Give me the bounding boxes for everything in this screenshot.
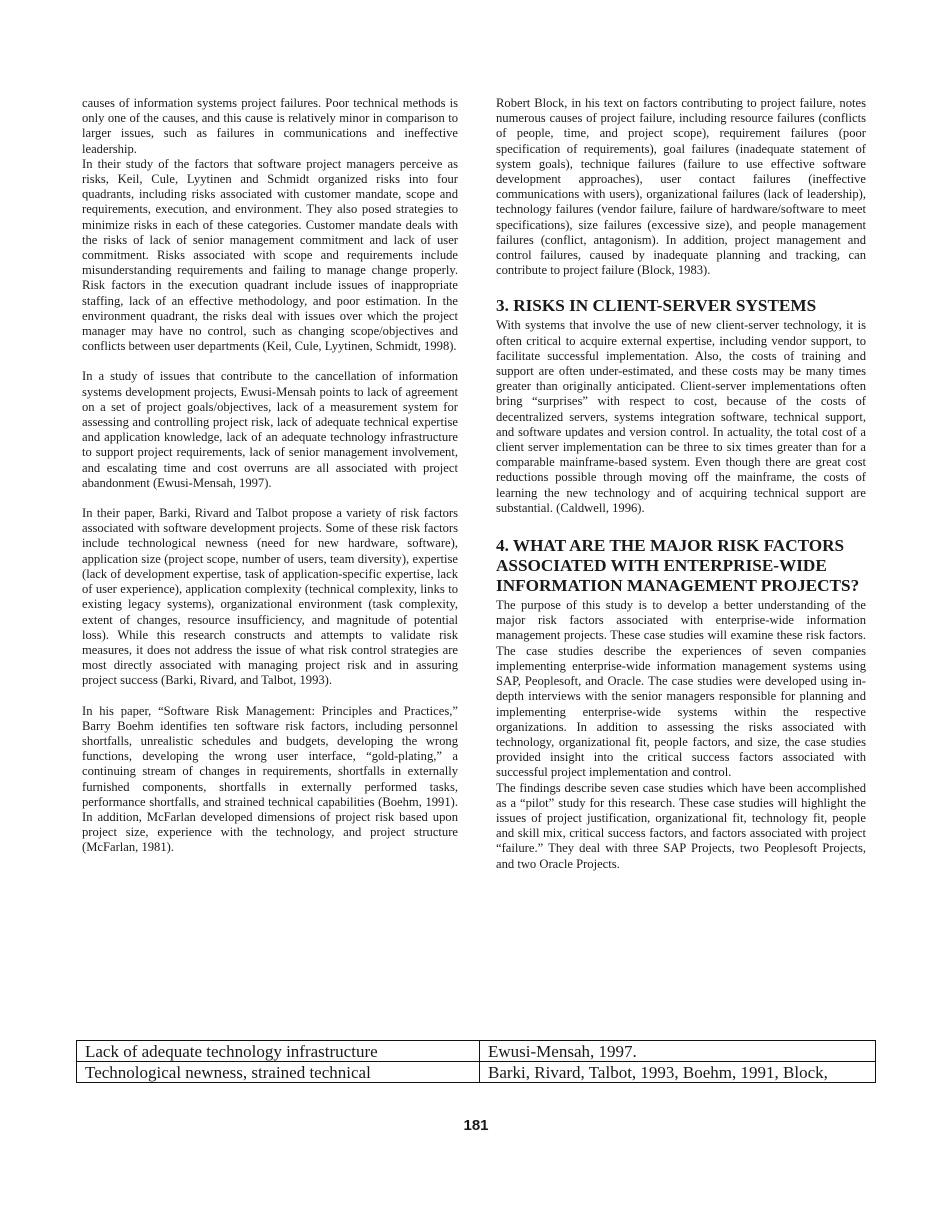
- section-heading-3: 3. RISKS IN CLIENT-SERVER SYSTEMS: [496, 296, 817, 316]
- table-row: [77, 1041, 876, 1062]
- right-paragraph-1: Robert Block, in his text on factors contributing to project failure, notes numerous causes of project failure, including resource failures (conflicts of people, time, and project scope), requirement failures (poor specification of requirements), goal failures (inadequate statement of system goals), technique failures (failure to use effective software development approaches), user contact failures (ineffective communications with users), organizational failures (lack of leadership), technology failures (vendor failure, failure of hardware/software to meet specifications), size failures (excessive size), and people management failures (conflict, antagonism). In addition, project management and control failures, caused by inadequate planning and tracking, can contribute to project failure (Block, 1983).: [496, 96, 866, 278]
- left-column: [82, 96, 458, 856]
- table-cell-source: Barki, Rivard, Talbot, 1993, Boehm, 1991, Block,: [480, 1062, 876, 1083]
- right-paragraph-3: The purpose of this study is to develop a better understanding of the major risk factors associated with enterprise-wide information management projects. These case studies will examine these risk factors. The case studies describe the experiences of seven companies implementing enterprise-wide information management systems using SAP, Peoplesoft, and Oracle. The case studies were developed using in-depth interviews with the senior managers responsible for planning and implementing enterprise-wide systems within the respective organizations. In addition to assessing the risks associated with technology, organizational fit, people factors, and size, the case studies provided insight into the critical success factors associated with successful project implementation and control.: [496, 598, 866, 780]
- right-paragraph-4: The findings describe seven case studies which have been accomplished as a “pilot” study for this research. These case studies will highlight the issues of project justification, organizational fit, technology fit, people and skill mix, critical success factors, and factors associated with project “failure.” They deal with three SAP Projects, two Peoplesoft Projects, and two Oracle Projects.: [496, 780, 866, 871]
- section-heading-4: 4. WHAT ARE THE MAJOR RISK FACTORS ASSOCIATED WITH ENTERPRISE-WIDE INFORMATION MANAGEMENT PROJECTS?: [496, 536, 860, 596]
- table-cell-factor: Technological newness, strained technical: [77, 1062, 480, 1083]
- table-cell-source: Ewusi-Mensah, 1997.: [480, 1041, 876, 1062]
- right-column: [496, 96, 866, 872]
- risk-factor-table: [76, 1040, 876, 1083]
- left-paragraph-1: causes of information systems project failures. Poor technical methods is only one of the causes, and this cause is relatively minor in comparison to larger issues, such as failures in communications and ineffective leadership.: [82, 96, 458, 156]
- table-row: [77, 1062, 876, 1083]
- left-paragraph-2: In their study of the factors that software project managers perceive as risks, Keil, Cule, Lyytinen and Schmidt organized risks into four quadrants, including risks associated with customer mandate, scope and requirements, execution, and environment. They also posed strategies to minimize risks in each of these categories. Customer mandate deals with the risks of lack of senior management commitment and lack of user commitment. Risks associated with scope and requirements include misunderstanding requirements and failing to manage change properly. Risk factors in the execution quadrant include issues of inappropriate staffing, lack of an effective methodology, and poor estimation. In the environment quadrant, the risks deal with issues over which the project manager may have no control, such as changing scope/objectives and conflicts between user departments (Keil, Cule, Lyytinen, Schmidt, 1998).: [82, 156, 458, 354]
- left-paragraph-5: In his paper, “Software Risk Management: Principles and Practices,” Barry Boehm identifies ten software risk factors, including personnel shortfalls, unrealistic schedules and budgets, developing the wrong functions, developing the wrong user interface, “gold-plating,” a continuing stream of changes in requirements, shortfalls in externally furnished components, shortfalls in externally performed tasks, performance shortfalls, and strained technical capabilities (Boehm, 1991). In addition, McFarlan developed dimensions of project risk based upon project size, experience with the technology, and project structure (McFarlan, 1981).: [82, 703, 458, 855]
- page-number: 181: [463, 1117, 489, 1134]
- table-cell-factor: Lack of adequate technology infrastructure: [77, 1041, 480, 1062]
- left-paragraph-4: In their paper, Barki, Rivard and Talbot propose a variety of risk factors associated with software development projects. Some of these risk factors include technological newness (need for new hardware, software), application size (project scope, number of users, team diversity), expertise (lack of development expertise, task of application-specific expertise, lack of user experience), application complexity (technical complexity, links to existing legacy systems), organizational environment (task complexity, extent of changes, resource insufficiency, and magnitude of potential loss). While this research constructs and attempts to validate risk measures, it does not address the issue of what risk control strategies are most directly associated with managing project risk and in assuring project success (Barki, Rivard, and Talbot, 1993).: [82, 506, 458, 688]
- right-paragraph-2: With systems that involve the use of new client-server technology, it is often critical to acquire external expertise, including vendor support, to facilitate successful implementation. Also, the costs of training and support are often under-estimated, and these costs may be many times greater than originally anticipated. Client-server implementations often bring “surprises” with respect to cost, because of the costs of decentralized servers, systems integration software, technical support, and software updates and version control. In actuality, the total cost of a client server implementation can be three to six times greater than for a comparable mainframe-based system. Even though there are great cost reductions possible through moving off the mainframe, the costs of learning the new technology and of acquiring technical support are substantial. (Caldwell, 1996).: [496, 318, 866, 515]
- left-paragraph-3: In a study of issues that contribute to the cancellation of information systems development projects, Ewusi-Mensah points to lack of agreement on a set of project goals/objectives, lack of a measurement system for assessing and controlling project risk, lack of adequate technical expertise and application knowledge, lack of an adequate technology infrastructure to support project requirements, lack of senior management involvement, and escalating time and cost overruns are all associated with project abandonment (Ewusi-Mensah, 1997).: [82, 369, 458, 490]
